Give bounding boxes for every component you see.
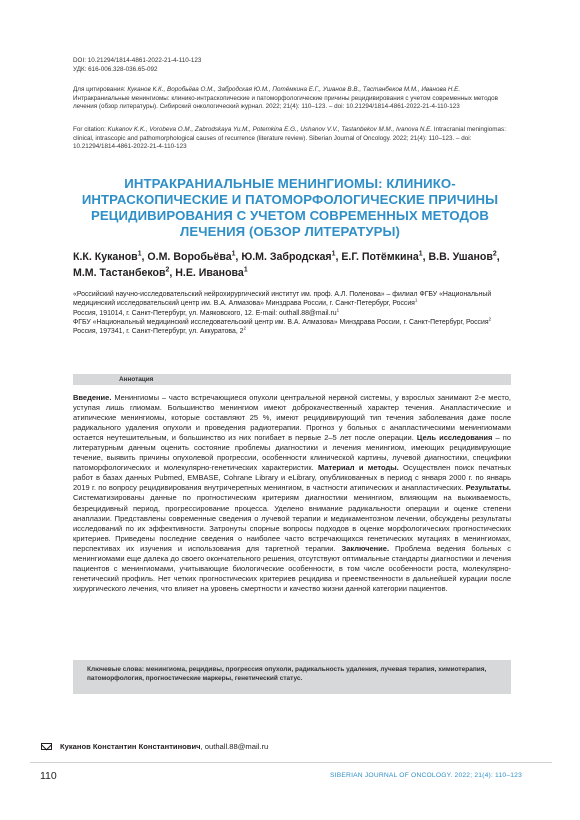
author-affiliation-mark: 1 — [331, 250, 336, 258]
abstract-section-label: Введение. — [73, 393, 112, 402]
abstract-text: – по литературным данным оценить состояние проблемы диагностики и лечения менингиом, имеющих рецидивирующие течение, выявить причины опухолевой прогрессии, особенности клинической картины, лучевой диагностики, специфики патоморфологических и молекулярно-генетических характеристик. — [73, 433, 512, 473]
author-list: К.К. Куканов$^1$, О.М. Воробьёва$^1$, Ю.М. Забродская$^1$, Е.Г. Потёмкина$^1$, В.В. Ушанов$^2$, М.М. Тастанбеков$^2$, Н.Е. Иванова$^1$ — [73, 250, 500, 279]
abstract-text: Систематизированы данные по прогностическим критериям диагностики менингиом, влияющим на выживаемость, безрецидивный период, прогрессирование процесса. Уделено внимание радикальности операции и оценке степени анаплазии. Представлены современные сведения о лучевой терапии и медикаментозном лечении, обсуждены результаты исследований по их эффективности. Затронуты спорные вопросы подходов в оценке морфологических прогностических критериев. Приведены последние сведения о наиболее часто встречающихся генетических мутациях в менингиомах, перспективах их изучения и использования для таргетной терапии. — [73, 493, 511, 553]
affiliation-mark: 1 — [336, 307, 340, 313]
author-affiliation-mark: 1 — [137, 250, 142, 258]
article-title: ИНТРАКРАНИАЛЬНЫЕ МЕНИНГИОМЫ: КЛИНИКО-ИНТРАСКОПИЧЕСКИЕ И ПАТОМОРФОЛОГИЧЕСКИЕ ПРИЧИНЫ РЕЦИДИВИРОВАНИЯ С УЧЕТОМ СОВРЕМЕННЫХ МЕТОДОВ ЛЕЧЕНИЯ (ОБЗОР ЛИТЕРАТУРЫ) — [81, 176, 499, 239]
author-name: Е.Г. Потёмкина — [341, 251, 419, 263]
footer-divider — [30, 762, 552, 763]
page-number: 110 — [40, 770, 57, 782]
author-affiliation-mark: 1 — [243, 265, 248, 273]
author-name: О.М. Воробьёва — [147, 251, 232, 263]
author-name: М.М. Тастанбеков — [73, 266, 166, 279]
author-name: К.К. Куканов — [73, 251, 138, 263]
author-affiliation-mark: 1 — [231, 250, 236, 258]
abstract-heading: Аннотация — [73, 374, 511, 385]
correspondence — [41, 742, 441, 752]
citation-en-label: For citation: — [73, 126, 108, 133]
journal-footer: SIBERIAN JOURNAL OF ONCOLOGY. 2022; 21(4): 110–123 — [330, 772, 522, 779]
abstract-text: Осуществлен поиск печатных работ в базах данных Pubmed, EMBASE, Cohrane Library и eLibrary, опубликованных в период с января 2000 г. по январь 2019 г. по вопросу рецидивирования внутричерепных менингиом, в частности атипических и анапластических. — [73, 463, 511, 493]
author-name: Ю.М. Забродская — [241, 251, 332, 263]
doi-block — [73, 57, 513, 74]
citation-en-text: Intracranial meningiomas: clinical, intrascopic and pathomorphological causes of recurrence (literature review). Siberian Journal of Oncology. 2022; 21(4): 110–123. – doi: 10.21294/1814-4861-2022-21-4-110-123 — [73, 126, 506, 151]
author-affiliation-mark: 2 — [492, 250, 497, 258]
author-affiliation-mark: 2 — [165, 265, 170, 273]
affiliation-mark: 1 — [414, 298, 418, 303]
affiliation-line: ФГБУ «Национальный медицинский исследовательский центр им. В.А. Алмазова» Минздрава России, г. Санкт-Петербург, Россия$^2$ — [73, 316, 492, 326]
abstract-body — [73, 393, 511, 594]
correspondence-name: Куканов Константин Константинович — [60, 742, 201, 751]
affiliation-line: «Российский научно-исследовательский нейрохирургический институт им. проф. А.Л. Поленова» – филиал ФГБУ «Национальный медицинский исследовательский центр им. В.А. Алмазова» Минздрава России, г. Санкт-Петербург, Россия$^1$ — [73, 291, 492, 308]
author-name: Н.Е. Иванова — [175, 266, 244, 279]
correspondence-email[interactable]: , outhall.88@mail.ru — [200, 742, 269, 751]
affiliations — [73, 290, 513, 336]
abstract-text: Менингиомы – часто встречающиеся опухоли центральной нервной системы, у взрослых занимают 2-е место, уступая лишь глиомам. Большинство менингиом имеют доброкачественный характер течения. Анапластические и атипические менингиомы, которые составляют 25 %, имеют рецидивирующий тип течения заболевания даже после радикального удаления опухоли и проведения радиотерапии. Прогноз у больных с анапластическими менингиомами остается неутешительным, и большинство из них погибает в первые 2–5 лет после операции. — [73, 393, 511, 443]
abstract-section-label: Результаты. — [465, 483, 511, 493]
udc-line: УДК: 616-006.328-036.65-092 — [73, 65, 158, 73]
affiliation-line: Россия, 191014, г. Санкт-Петербург, ул. Маяковского, 12. E-mail: $outhall.88@mail.ru^1$ — [73, 307, 340, 317]
affiliation-mark: 2 — [488, 316, 492, 322]
citation-en — [73, 126, 513, 152]
citation-ru-authors: Куканов К.К., Воробьёва О.М., Забродская Ю.М., Потёмкина Е.Г., Ушанов В.В., Тастанбеков М.М., Иванова Н.Е. — [127, 86, 461, 93]
abstract-section-label: Материал и методы. — [318, 463, 399, 473]
keywords-box — [73, 660, 511, 694]
abstract-section-label: Заключение. — [341, 543, 390, 553]
citation-ru-text: Интракраниальные менингиомы: клинико-интраскопические и патоморфологические причины рецидивирования с учетом современных методов лечения (обзор литературы). Сибирский онкологический журнал. 2022; 21(4): 110–123. – doi: 10.21294/1814-4861-2022-21-4-110-123 — [73, 94, 498, 111]
citation-en-authors: Kukanov K.K., Vorobeva O.M., Zabrodskaya Yu.M., Potemkina E.G., Ushanov V.V., Tastanbekov M.M., Ivanova N.E. — [107, 126, 433, 133]
abstract-section-label: Цель исследования — [416, 433, 493, 443]
affiliation-line: Россия, 197341, г. Санкт-Петербург, ул. Аккуратова, $2^2$ — [73, 325, 246, 336]
envelope-icon — [41, 743, 52, 750]
author-name: В.В. Ушанов — [428, 251, 493, 263]
author-affiliation-mark: 1 — [418, 250, 423, 258]
keywords-text: менингиома, рецидивы, прогрессия опухоли, радикальность удаления, лучевая терапия, химиотерапия, патоморфология, прогностические маркеры, генетический статус. — [87, 666, 487, 682]
abstract-text: Проблема ведения больных с менингиомами еще далека до своего окончательного решения, отсутствуют оптимальные стандарты диагностики и лечения пациентов с менингиомами, учитывающие биологические особенности, в том числе особенности роста, молекулярно-генетический профиль. Нет четких прогностических критериев рецидива и преемственности в дальнейшей курации после хирургического лечения, что влияет на уровень смертности и качество жизни данной категории пациентов. — [73, 543, 511, 593]
citation-ru-label: Для цитирования: — [73, 86, 128, 93]
keywords-label: Ключевые слова: — [87, 666, 145, 673]
doi-line: DOI: 10.21294/1814-4861-2022-21-4-110-123 — [73, 57, 202, 64]
citation-ru — [73, 86, 513, 112]
affiliation-mark: 2 — [243, 325, 246, 331]
